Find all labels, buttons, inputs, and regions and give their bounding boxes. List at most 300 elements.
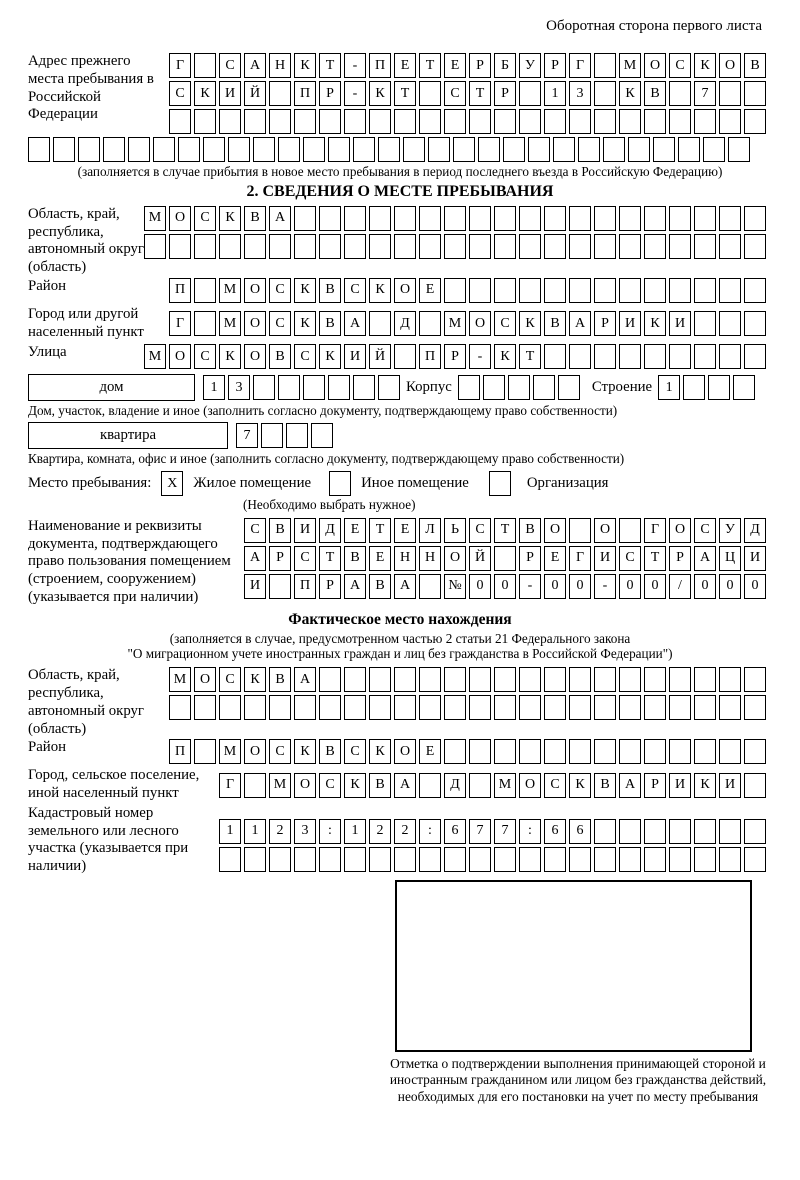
char-cell: В: [269, 518, 291, 543]
char-cell: Г: [169, 311, 191, 336]
char-row: [219, 819, 766, 844]
char-cell: [619, 109, 641, 134]
char-cell: [303, 375, 325, 400]
stroenie-number-row: [658, 375, 755, 400]
char-cell: Н: [394, 546, 416, 571]
gorod2-label: Город, сельское поселение, иной населенный пункт: [28, 767, 200, 802]
char-row: [169, 311, 766, 336]
char-cell: К: [569, 773, 591, 798]
char-cell: 0: [544, 574, 566, 599]
char-cell: [594, 81, 616, 106]
mesto-type-label: Место пребывания:: [28, 475, 152, 492]
char-row: [219, 773, 766, 798]
oblast2-char-rows: [169, 667, 766, 720]
char-cell: 1: [203, 375, 225, 400]
char-cell: Й: [369, 344, 391, 369]
char-cell: Б: [494, 53, 516, 78]
char-cell: -: [469, 344, 491, 369]
char-cell: [719, 206, 741, 231]
zhiloe-label: Жилое помещение: [193, 475, 312, 492]
char-row: [169, 109, 766, 134]
char-cell: [269, 109, 291, 134]
char-cell: [558, 375, 580, 400]
char-cell: [303, 137, 325, 162]
char-cell: [419, 695, 441, 720]
char-cell: [444, 739, 466, 764]
char-cell: И: [619, 311, 641, 336]
char-cell: О: [169, 344, 191, 369]
stroenie-label: Строение: [591, 379, 653, 396]
char-cell: 3: [228, 375, 250, 400]
char-cell: Е: [419, 278, 441, 303]
char-cell: С: [294, 344, 316, 369]
char-cell: [594, 819, 616, 844]
char-cell: [569, 278, 591, 303]
char-cell: [744, 773, 766, 798]
char-cell: О: [719, 53, 741, 78]
char-row: [244, 518, 766, 543]
char-cell: К: [644, 311, 666, 336]
char-cell: [419, 206, 441, 231]
char-cell: [719, 234, 741, 259]
char-cell: [594, 53, 616, 78]
char-cell: О: [644, 53, 666, 78]
char-cell: С: [694, 518, 716, 543]
char-cell: -: [344, 53, 366, 78]
char-cell: [278, 375, 300, 400]
char-cell: А: [294, 667, 316, 692]
char-cell: [653, 137, 675, 162]
char-cell: [744, 206, 766, 231]
char-row: [169, 667, 766, 692]
char-cell: [369, 667, 391, 692]
mesto-note: (Необходимо выбрать нужное): [243, 497, 416, 513]
oblast-char-rows: [144, 206, 766, 259]
char-cell: [694, 819, 716, 844]
char-cell: [644, 278, 666, 303]
char-cell: [744, 667, 766, 692]
char-cell: [294, 109, 316, 134]
char-cell: Е: [369, 546, 391, 571]
gorod-label: Город или другой населенный пункт: [28, 305, 144, 340]
dom-caption: Дом, участок, владение и иное (заполнить согласно документу, подтверждающему право собственности): [28, 403, 618, 419]
char-cell: [353, 137, 375, 162]
char-cell: [544, 847, 566, 872]
char-cell: [444, 234, 466, 259]
char-cell: П: [419, 344, 441, 369]
char-cell: [394, 344, 416, 369]
char-cell: [669, 819, 691, 844]
char-cell: [669, 81, 691, 106]
char-cell: [444, 847, 466, 872]
char-cell: Е: [344, 518, 366, 543]
char-cell: [494, 234, 516, 259]
char-cell: [594, 667, 616, 692]
char-cell: 2: [269, 819, 291, 844]
char-cell: [444, 206, 466, 231]
char-cell: [294, 206, 316, 231]
char-cell: С: [269, 311, 291, 336]
char-cell: [519, 667, 541, 692]
raion2-row: [28, 739, 794, 764]
char-cell: [544, 344, 566, 369]
char-cell: [544, 234, 566, 259]
char-row: [244, 546, 766, 571]
char-cell: [669, 206, 691, 231]
char-cell: А: [244, 546, 266, 571]
char-cell: В: [244, 206, 266, 231]
char-cell: [453, 137, 475, 162]
char-cell: [744, 234, 766, 259]
char-cell: [594, 234, 616, 259]
char-cell: [719, 109, 741, 134]
char-cell: [569, 667, 591, 692]
char-cell: К: [369, 81, 391, 106]
char-cell: [469, 773, 491, 798]
char-cell: [553, 137, 575, 162]
char-cell: К: [494, 344, 516, 369]
char-cell: [219, 847, 241, 872]
char-cell: [28, 137, 50, 162]
char-cell: [319, 109, 341, 134]
char-cell: [619, 278, 641, 303]
char-cell: [244, 773, 266, 798]
char-cell: /: [669, 574, 691, 599]
char-cell: Е: [419, 739, 441, 764]
char-cell: -: [519, 574, 541, 599]
char-cell: [528, 137, 550, 162]
char-cell: [744, 311, 766, 336]
char-cell: Т: [419, 53, 441, 78]
char-cell: [169, 109, 191, 134]
mesto-option-org: [489, 471, 609, 496]
char-cell: Т: [519, 344, 541, 369]
char-cell: [728, 137, 750, 162]
char-cell: [419, 109, 441, 134]
char-cell: Й: [469, 546, 491, 571]
char-cell: Р: [644, 773, 666, 798]
char-cell: [719, 344, 741, 369]
char-cell: О: [519, 773, 541, 798]
char-cell: Д: [394, 311, 416, 336]
char-cell: К: [519, 311, 541, 336]
char-cell: А: [569, 311, 591, 336]
char-cell: [194, 695, 216, 720]
stamp-box: [395, 880, 752, 1052]
char-cell: К: [219, 344, 241, 369]
char-cell: [394, 847, 416, 872]
char-cell: С: [344, 739, 366, 764]
section3-title: Фактическое место нахождения: [288, 610, 512, 628]
oblast-row: [28, 206, 794, 277]
char-cell: [194, 311, 216, 336]
char-cell: Г: [219, 773, 241, 798]
char-cell: 7: [694, 81, 716, 106]
char-cell: [494, 109, 516, 134]
char-cell: [519, 278, 541, 303]
char-cell: [319, 234, 341, 259]
char-cell: [369, 234, 391, 259]
char-cell: Р: [269, 546, 291, 571]
dom-field-box: дом: [28, 374, 195, 401]
char-cell: [328, 137, 350, 162]
char-cell: [744, 81, 766, 106]
char-cell: [494, 546, 516, 571]
char-cell: О: [394, 278, 416, 303]
char-cell: К: [294, 278, 316, 303]
char-cell: [369, 695, 391, 720]
char-cell: М: [144, 344, 166, 369]
dom-row: [28, 374, 794, 401]
char-cell: О: [469, 311, 491, 336]
char-cell: [519, 695, 541, 720]
char-cell: [394, 667, 416, 692]
char-cell: [478, 137, 500, 162]
kadastr-label: Кадастровый номер земельного или лесного участка (указывается при наличии): [28, 804, 189, 875]
char-cell: [644, 739, 666, 764]
char-cell: [419, 773, 441, 798]
char-row: [244, 574, 766, 599]
char-row: [144, 234, 766, 259]
char-cell: [169, 695, 191, 720]
char-cell: [228, 137, 250, 162]
char-cell: [353, 375, 375, 400]
char-cell: [519, 739, 541, 764]
char-cell: [294, 695, 316, 720]
char-cell: 2: [394, 819, 416, 844]
char-cell: [319, 206, 341, 231]
char-cell: [703, 137, 725, 162]
inoe-label: Иное помещение: [361, 475, 469, 492]
char-cell: П: [294, 81, 316, 106]
char-cell: [458, 375, 480, 400]
char-cell: С: [444, 81, 466, 106]
char-cell: В: [319, 278, 341, 303]
char-cell: Т: [319, 53, 341, 78]
char-cell: А: [619, 773, 641, 798]
mesto-option-inoe: [329, 471, 469, 496]
char-cell: 0: [619, 574, 641, 599]
char-cell: С: [194, 206, 216, 231]
char-cell: Н: [419, 546, 441, 571]
doc-row: [28, 518, 794, 607]
char-cell: [203, 137, 225, 162]
kvartira-number-row: [236, 423, 333, 448]
char-cell: К: [294, 53, 316, 78]
kvartira-field-box: квартира: [28, 422, 228, 449]
char-cell: Р: [519, 546, 541, 571]
char-cell: О: [669, 518, 691, 543]
char-cell: 1: [244, 819, 266, 844]
char-cell: О: [544, 518, 566, 543]
char-cell: [344, 667, 366, 692]
gorod-row: [28, 306, 794, 342]
char-cell: В: [644, 81, 666, 106]
char-cell: [503, 137, 525, 162]
char-row: [169, 278, 766, 303]
char-cell: [569, 739, 591, 764]
char-cell: [594, 109, 616, 134]
char-cell: 0: [719, 574, 741, 599]
char-cell: И: [294, 518, 316, 543]
char-cell: И: [244, 574, 266, 599]
org-label: Организация: [526, 475, 609, 492]
char-cell: [619, 518, 641, 543]
char-cell: [644, 234, 666, 259]
char-cell: Т: [644, 546, 666, 571]
char-row: [169, 81, 766, 106]
char-cell: [419, 667, 441, 692]
char-cell: [644, 695, 666, 720]
char-cell: 0: [494, 574, 516, 599]
char-cell: С: [269, 739, 291, 764]
char-cell: [744, 819, 766, 844]
char-cell: [344, 847, 366, 872]
char-cell: А: [394, 773, 416, 798]
char-cell: А: [344, 574, 366, 599]
char-cell: [344, 206, 366, 231]
char-cell: [719, 667, 741, 692]
char-cell: К: [344, 773, 366, 798]
char-cell: 6: [569, 819, 591, 844]
char-cell: [419, 847, 441, 872]
char-cell: [694, 667, 716, 692]
char-cell: [619, 847, 641, 872]
char-cell: [294, 847, 316, 872]
char-cell: [669, 695, 691, 720]
char-cell: [594, 695, 616, 720]
char-cell: 0: [569, 574, 591, 599]
kadastr-char-rows: [219, 805, 766, 872]
char-cell: [519, 234, 541, 259]
char-cell: [719, 847, 741, 872]
char-cell: [744, 278, 766, 303]
prev-address-overflow-row: [28, 137, 794, 162]
char-cell: [269, 574, 291, 599]
char-cell: М: [219, 739, 241, 764]
char-cell: [194, 53, 216, 78]
char-cell: А: [694, 546, 716, 571]
char-cell: Р: [469, 53, 491, 78]
char-cell: О: [394, 739, 416, 764]
kvartira-row: [28, 422, 794, 449]
char-cell: [369, 311, 391, 336]
char-cell: 1: [344, 819, 366, 844]
char-row: [169, 53, 766, 78]
char-cell: С: [544, 773, 566, 798]
char-cell: [469, 695, 491, 720]
char-cell: [394, 109, 416, 134]
char-cell: 1: [219, 819, 241, 844]
char-cell: [369, 109, 391, 134]
char-cell: [269, 847, 291, 872]
char-cell: [744, 739, 766, 764]
char-cell: Н: [269, 53, 291, 78]
prev-address-char-rows: [169, 53, 766, 134]
char-cell: [569, 109, 591, 134]
char-cell: [619, 206, 641, 231]
char-cell: [644, 847, 666, 872]
char-cell: [619, 234, 641, 259]
char-cell: [144, 234, 166, 259]
char-cell: 6: [444, 819, 466, 844]
char-cell: Т: [394, 81, 416, 106]
char-cell: Е: [444, 53, 466, 78]
char-cell: 1: [658, 375, 680, 400]
char-cell: К: [694, 53, 716, 78]
char-cell: [469, 206, 491, 231]
char-cell: [619, 344, 641, 369]
char-cell: П: [169, 278, 191, 303]
char-cell: С: [169, 81, 191, 106]
char-cell: О: [169, 206, 191, 231]
char-cell: [469, 278, 491, 303]
char-cell: Й: [244, 81, 266, 106]
char-cell: Р: [494, 81, 516, 106]
char-cell: [533, 375, 555, 400]
char-cell: [328, 375, 350, 400]
char-cell: [578, 137, 600, 162]
char-cell: [694, 847, 716, 872]
char-cell: М: [619, 53, 641, 78]
char-cell: М: [169, 667, 191, 692]
char-cell: С: [669, 53, 691, 78]
char-cell: У: [719, 518, 741, 543]
char-cell: [194, 278, 216, 303]
char-cell: И: [719, 773, 741, 798]
char-cell: 6: [544, 819, 566, 844]
char-cell: [544, 695, 566, 720]
char-cell: Л: [419, 518, 441, 543]
char-cell: [744, 847, 766, 872]
char-cell: [644, 206, 666, 231]
char-cell: [719, 311, 741, 336]
kadastr-row: [28, 805, 794, 876]
char-cell: [419, 311, 441, 336]
char-cell: К: [369, 278, 391, 303]
oblast2-label: Область, край, республика, автономный округ (область): [28, 667, 144, 737]
char-cell: :: [319, 819, 341, 844]
char-cell: К: [294, 739, 316, 764]
doc-label: Наименование и реквизиты документа, подтверждающего право пользования помещением (строением, сооружением) (указывается при наличии): [28, 517, 231, 605]
char-cell: :: [419, 819, 441, 844]
char-cell: 0: [744, 574, 766, 599]
char-cell: 1: [544, 81, 566, 106]
char-cell: 3: [569, 81, 591, 106]
char-cell: В: [269, 667, 291, 692]
char-cell: [544, 667, 566, 692]
char-cell: К: [219, 206, 241, 231]
char-cell: [519, 81, 541, 106]
char-cell: С: [469, 518, 491, 543]
char-cell: В: [344, 546, 366, 571]
char-cell: И: [594, 546, 616, 571]
doc-char-rows: [244, 518, 766, 599]
char-cell: С: [244, 518, 266, 543]
char-cell: [719, 278, 741, 303]
char-cell: Р: [319, 81, 341, 106]
char-cell: [594, 739, 616, 764]
char-cell: Р: [444, 344, 466, 369]
char-cell: [344, 695, 366, 720]
char-cell: [194, 234, 216, 259]
char-cell: [219, 695, 241, 720]
char-cell: [244, 695, 266, 720]
char-cell: К: [619, 81, 641, 106]
char-cell: А: [394, 574, 416, 599]
char-cell: [394, 695, 416, 720]
char-cell: [469, 739, 491, 764]
